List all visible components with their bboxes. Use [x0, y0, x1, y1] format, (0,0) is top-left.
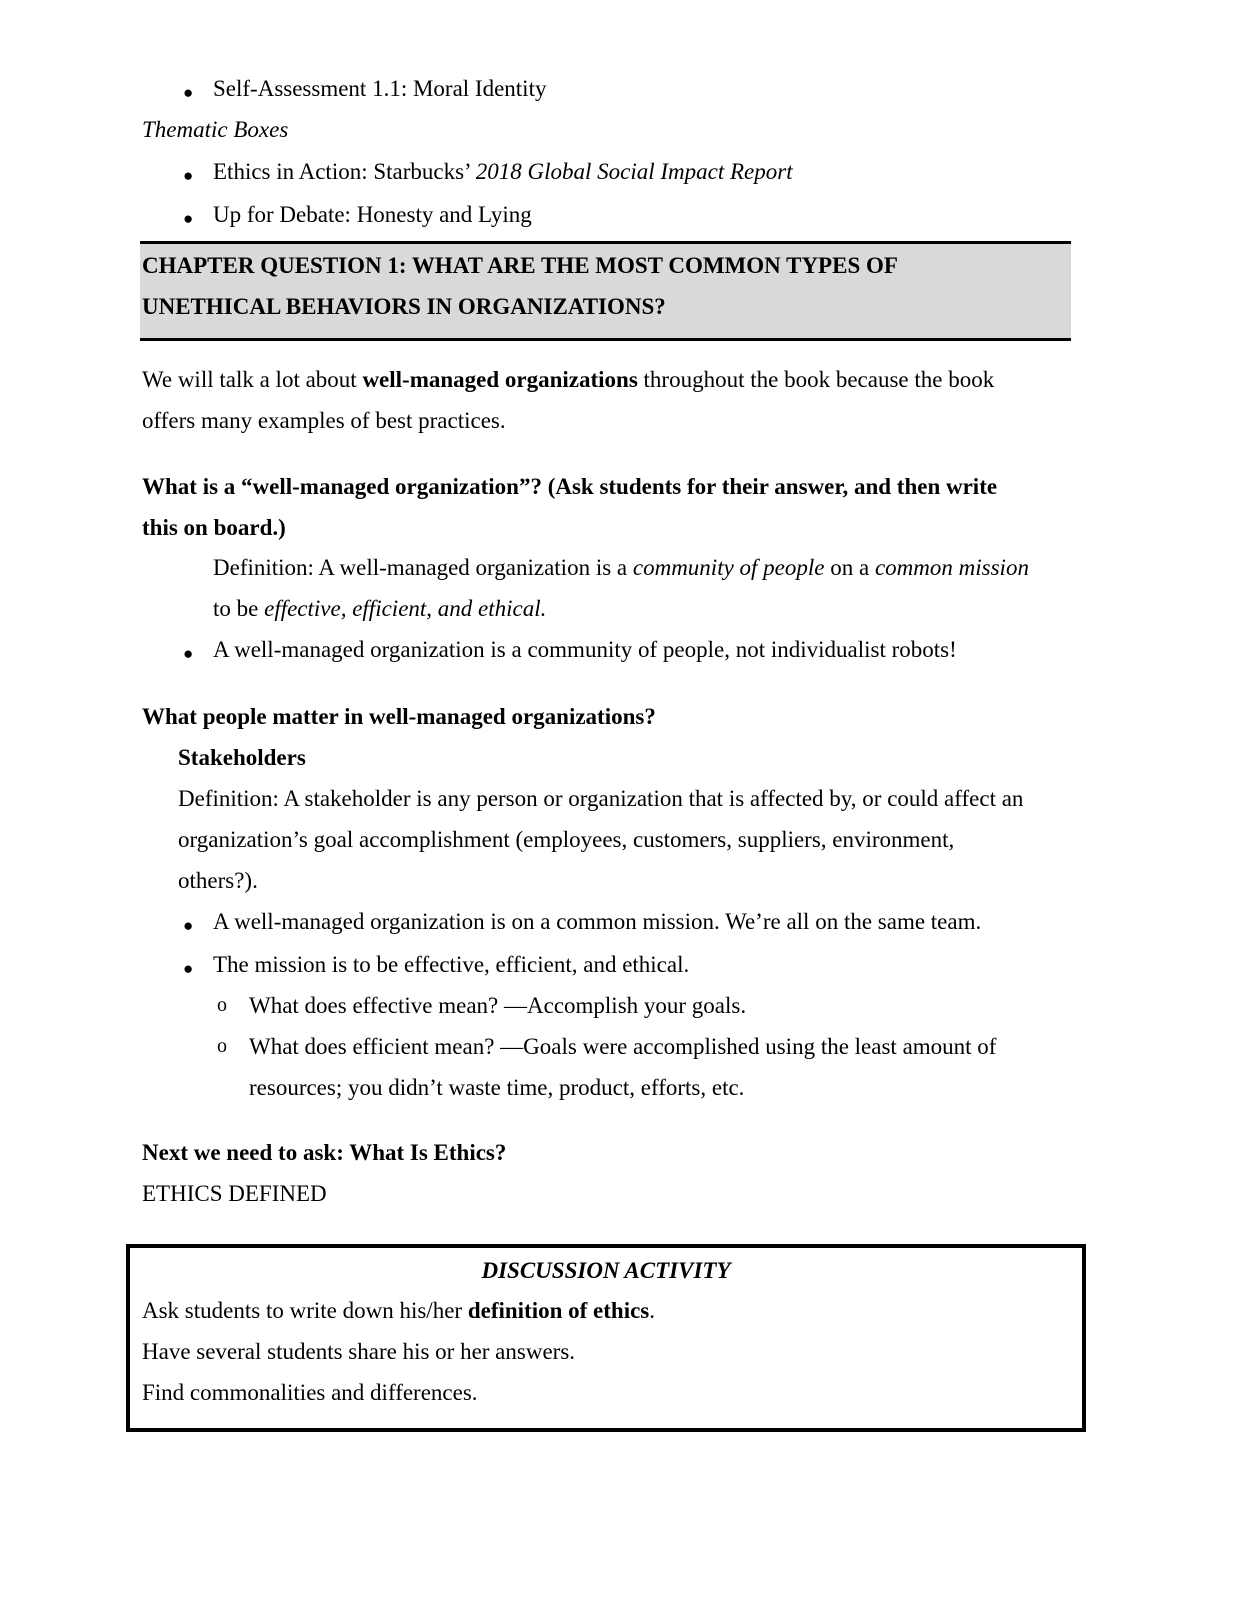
definition-term: common mission — [874, 555, 1029, 580]
bullet-icon: ● — [183, 959, 194, 978]
list-item-self-assessment: Self-Assessment 1.1: Moral Identity — [213, 76, 547, 101]
chapter-question-bottom-rule — [140, 338, 1071, 341]
stakeholder-definition-line-1: Definition: A stakeholder is any person or organization that is affected by, or could affect an — [178, 786, 1024, 811]
list-item-text: Ethics in Action: Starbucks’ — [213, 159, 476, 184]
list-item-common-mission: A well-managed organization is on a common mission. We’re all on the same team. — [213, 909, 982, 934]
circle-bullet-icon: o — [217, 1035, 227, 1057]
discussion-bold-term: definition of ethics — [467, 1298, 650, 1323]
discussion-title: DISCUSSION ACTIVITY — [481, 1258, 731, 1283]
intro-bold-term: well-managed organizations — [362, 367, 638, 392]
sub-item-efficient-line-1: What does efficient mean? —Goals were accomplished using the least amount of — [249, 1034, 997, 1059]
ethics-defined-subheading: ETHICS DEFINED — [142, 1181, 327, 1206]
question-heading: What people matter in well-managed organizations? — [142, 704, 656, 729]
chapter-question-line-2: UNETHICAL BEHAVIORS IN ORGANIZATIONS? — [142, 294, 666, 319]
list-item-community: A well-managed organization is a community of people, not individualist robots! — [213, 637, 957, 662]
question-heading-line-2: this on board.) — [142, 515, 286, 540]
definition-line-2 — [213, 597, 546, 620]
definition-text: Definition: A well-managed organization is a — [213, 555, 633, 580]
sub-item-effective: What does effective mean? —Accomplish your goals. — [249, 993, 747, 1018]
report-title: 2018 Global Social Impact Report — [475, 159, 793, 184]
definition-line-1 — [213, 556, 1029, 579]
list-item-ethics-in-action — [213, 160, 793, 183]
stakeholder-definition-line-3: others?). — [178, 868, 258, 893]
definition-term: community of people — [632, 555, 825, 580]
stakeholders-subheading: Stakeholders — [178, 745, 306, 770]
discussion-text: Ask students to write down his/her — [142, 1298, 468, 1323]
intro-line-2: offers many examples of best practices. — [142, 408, 506, 433]
bullet-icon: ● — [183, 209, 194, 228]
intro-text: throughout the book because the book — [637, 367, 995, 392]
discussion-text: . — [649, 1298, 656, 1323]
stakeholder-definition-line-2: organization’s goal accomplishment (employees, customers, suppliers, environment, — [178, 827, 955, 852]
intro-line-1 — [142, 368, 994, 391]
intro-text: We will talk a lot about — [142, 367, 363, 392]
discussion-line-3: Find commonalities and differences. — [142, 1380, 478, 1405]
definition-text: to be — [213, 596, 265, 621]
list-item-mission: The mission is to be effective, efficient, and ethical. — [213, 952, 690, 977]
definition-text: on a — [824, 555, 875, 580]
bullet-icon: ● — [183, 644, 194, 663]
discussion-line-2: Have several students share his or her answers. — [142, 1339, 576, 1364]
thematic-boxes-heading — [142, 118, 288, 141]
definition-term: effective, efficient, and ethical. — [264, 596, 547, 621]
bullet-icon: ● — [183, 916, 194, 935]
thematic-boxes-label: Thematic Boxes — [142, 117, 289, 142]
bullet-icon: ● — [183, 83, 194, 102]
chapter-question-line-1: CHAPTER QUESTION 1: WHAT ARE THE MOST COMMON TYPES OF — [142, 253, 898, 278]
discussion-line-1 — [142, 1299, 655, 1322]
next-heading: Next we need to ask: What Is Ethics? — [142, 1140, 507, 1165]
circle-bullet-icon: o — [217, 994, 227, 1016]
sub-item-efficient-line-2: resources; you didn’t waste time, product, efforts, etc. — [249, 1075, 745, 1100]
bullet-icon: ● — [183, 166, 194, 185]
question-heading-line-1: What is a “well-managed organization”? (Ask students for their answer, and then write — [142, 474, 998, 499]
list-item-up-for-debate: Up for Debate: Honesty and Lying — [213, 202, 532, 227]
